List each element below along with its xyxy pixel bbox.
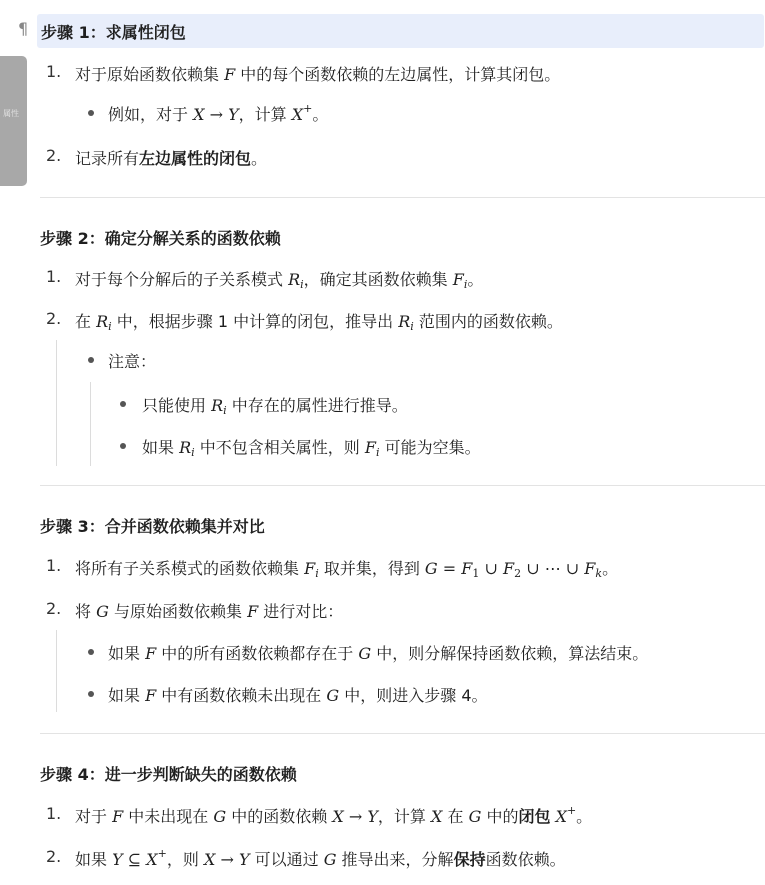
bullet (120, 443, 126, 449)
step2-note2: 如果 $R_i$ 中不包含相关属性，则 $F_i$ 可能为空集。 (142, 438, 481, 459)
list-number: 1. (46, 267, 62, 286)
list-guide (56, 340, 57, 466)
list-number: 2. (46, 847, 62, 866)
step1-item2: 记录所有左边属性的闭包。 (75, 149, 268, 168)
sidebar-tab[interactable] (0, 56, 27, 186)
bullet (120, 401, 126, 407)
bullet (88, 357, 94, 363)
step1-title: 步骤 1：求属性闭包 (41, 23, 186, 42)
list-number: 2. (46, 599, 62, 618)
bullet (88, 691, 94, 697)
list-number: 2. (46, 309, 62, 328)
pilcrow-icon: ¶ (18, 19, 29, 38)
step3-sub2: 如果 F 中有函数依赖未出现在 G 中，则进入步骤 4。 (108, 686, 488, 705)
list-number: 1. (46, 556, 62, 575)
step3-item2: 将 G 与原始函数依赖集 F 进行对比： (75, 602, 344, 621)
step1-item1-sub: 例如，对于 X → Y，计算 X+。 (108, 102, 329, 124)
step2-note1: 只能使用 $R_i$ 中存在的属性进行推导。 (142, 396, 408, 417)
sidebar-tab-label: 属性 (3, 109, 19, 118)
list-number: 1. (46, 804, 62, 823)
bullet (88, 110, 94, 116)
step3-title: 步骤 3：合并函数依赖集并对比 (40, 517, 265, 536)
step2-item1: 对于每个分解后的子关系模式 $R_i$，确定其函数依赖集 $F_i$。 (75, 270, 484, 291)
step4-item1: 对于 F 中未出现在 G 中的函数依赖 X → Y，计算 X 在 G 中的闭包 X+。 (75, 804, 593, 826)
step4-item2: 如果 Y ⊆ X+，则 X → Y 可以通过 G 推导出来，分解保持函数依赖。 (75, 847, 566, 869)
divider (40, 485, 765, 486)
step2-note: 注意： (108, 352, 157, 371)
list-guide (90, 382, 91, 466)
step1-item1: 对于原始函数依赖集 F 中的每个函数依赖的左边属性，计算其闭包。 (75, 65, 561, 84)
step1-heading (37, 14, 764, 48)
step2-title: 步骤 2：确定分解关系的函数依赖 (40, 229, 281, 248)
divider (40, 197, 765, 198)
list-guide (56, 630, 57, 712)
step3-item1: 将所有子关系模式的函数依赖集 $F_i$ 取并集，得到 $G = F_1$ ∪ $F_2$ ∪ ⋯ ∪ $F_k$。 (75, 559, 619, 580)
list-number: 1. (46, 62, 62, 81)
step2-item2: 在 $R_i$ 中，根据步骤 1 中计算的闭包，推导出 $R_i$ 范围内的函数依赖。 (75, 312, 563, 333)
step4-title: 步骤 4：进一步判断缺失的函数依赖 (40, 765, 297, 784)
divider (40, 733, 765, 734)
bullet (88, 649, 94, 655)
list-number: 2. (46, 146, 62, 165)
step3-sub1: 如果 F 中的所有函数依赖都存在于 G 中，则分解保持函数依赖，算法结束。 (108, 644, 649, 663)
